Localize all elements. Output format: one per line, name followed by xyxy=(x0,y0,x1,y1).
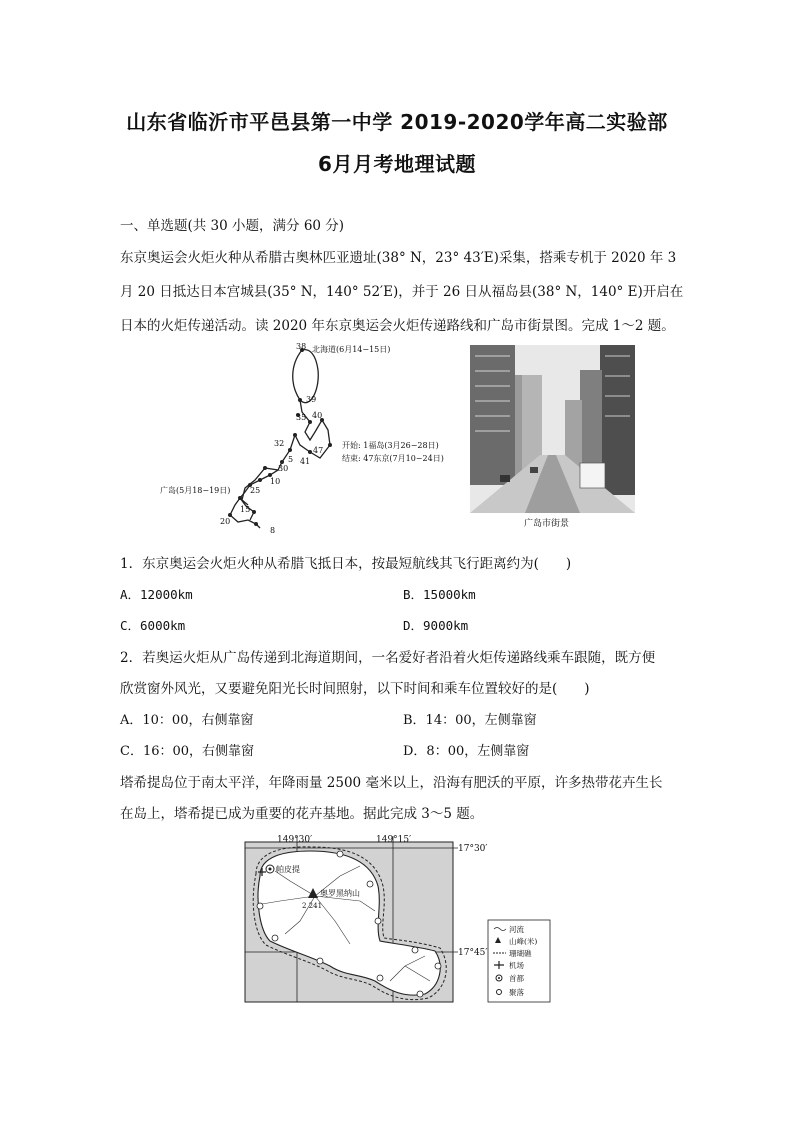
label-hiroshima: 广岛(5月18−19日) xyxy=(160,486,231,495)
legend-river: 河流 xyxy=(509,925,524,934)
legend-reef: 珊瑚礁 xyxy=(509,949,532,958)
q1-option-a[interactable]: A．12000km xyxy=(120,587,193,602)
q1-option-c[interactable]: C．6000km xyxy=(120,618,186,633)
label-end: 结束: 47东京(7月10−24日) xyxy=(342,454,444,463)
legend-settlement: 聚落 xyxy=(509,988,524,997)
tahiti-map-svg xyxy=(230,826,560,1011)
map-legend xyxy=(488,920,550,1002)
route-num-40: 40 xyxy=(312,411,323,420)
route-num-32: 32 xyxy=(274,439,285,448)
route-num-41: 41 xyxy=(300,457,311,466)
q2-option-a[interactable]: A．10：00，右侧靠窗 xyxy=(120,713,254,728)
q2-option-d[interactable]: D．8：00，左侧靠窗 xyxy=(403,744,530,759)
torch-route-map xyxy=(150,340,460,535)
route-num-39: 39 xyxy=(306,395,317,404)
route-num-15: 15 xyxy=(240,505,251,514)
lon-label-1: 149°30′ xyxy=(277,835,313,845)
legend-peak: 山峰(米) xyxy=(509,937,538,946)
q2-option-b[interactable]: B．14：00，左侧靠窗 xyxy=(403,713,537,728)
tahiti-map xyxy=(230,826,560,1011)
label-start: 开始: 1福岛(3月26−28日) xyxy=(342,441,439,450)
q2-stem-line1: 2．若奥运火炬从广岛传递到北海道期间，一名爱好者沿着火炬传递路线乘车跟随，既方便 xyxy=(120,650,656,666)
mountain-label: 奥罗黑纳山 xyxy=(320,889,360,898)
q1-option-b[interactable]: B．15000km xyxy=(403,587,476,602)
q2-stem-line2: 欣赏窗外风光，又要避免阳光长时间照射，以下时间和乘车位置较好的是( ) xyxy=(120,681,590,697)
route-num-20: 20 xyxy=(220,517,231,526)
lon-label-2: 149°15′ xyxy=(376,835,412,845)
capital-label: 帕皮提 xyxy=(276,865,300,874)
route-num-10: 10 xyxy=(270,477,281,486)
paper-title-line2: 6月月考地理试题 xyxy=(318,152,476,176)
route-num-38: 38 xyxy=(296,342,307,351)
torch-route-svg xyxy=(150,340,460,535)
lat-label-1: 17°30′ xyxy=(458,844,488,854)
q1-stem: 1．东京奥运会火炬火种从希腊飞抵日本，按最短航线其飞行距离约为( ) xyxy=(120,556,572,572)
legend-airport: 机场 xyxy=(509,961,524,970)
route-num-47: 47 xyxy=(313,446,324,455)
q1-option-d[interactable]: D．9000km xyxy=(403,618,469,633)
label-hokkaido: 北海道(6月14−15日) xyxy=(312,345,391,354)
route-num-5: 5 xyxy=(288,455,294,464)
legend-settlement-icon xyxy=(497,990,502,995)
route-num-8: 8 xyxy=(270,526,276,535)
intro1-line3: 日本的火炬传递活动。读 2020 年东京奥运会火炬传递路线和广岛市街景图。完成 1～2 题。 xyxy=(120,318,675,334)
section-heading: 一、单选题(共 30 小题，满分 60 分) xyxy=(120,218,345,234)
lat-label-2: 17°45′ xyxy=(458,948,488,958)
q2-option-c[interactable]: C．16：00，右侧靠窗 xyxy=(120,744,255,759)
paper-title-line1: 山东省临沂市平邑县第一中学 2019-2020学年高二实验部 xyxy=(126,110,668,134)
route-num-30: 30 xyxy=(278,464,289,473)
photo-caption: 广岛市街景 xyxy=(524,519,570,529)
legend-capital: 首都 xyxy=(509,974,524,983)
route-num-25: 25 xyxy=(250,486,261,495)
intro2-line2: 在岛上，塔希提已成为重要的花卉基地。据此完成 3～5 题。 xyxy=(120,806,484,822)
street-photo-svg xyxy=(470,345,635,513)
intro1-line1: 东京奥运会火炬火种从希腊古奥林匹亚遗址(38° N，23° 43′E)采集，搭乘专机于 2020 年 3 xyxy=(120,250,677,266)
route-num-35: 35 xyxy=(296,413,307,422)
hiroshima-street-photo xyxy=(470,345,635,513)
intro1-line2: 月 20 日抵达日本宫城县(35° N，140° 52′E)，并于 26 日从福岛县(38° N，140° E)开启在 xyxy=(120,284,684,300)
mountain-elevation: 2 241 xyxy=(302,902,323,910)
intro2-line1: 塔希提岛位于南太平洋，年降雨量 2500 毫米以上，沿海有肥沃的平原，许多热带花卉生长 xyxy=(120,775,663,791)
